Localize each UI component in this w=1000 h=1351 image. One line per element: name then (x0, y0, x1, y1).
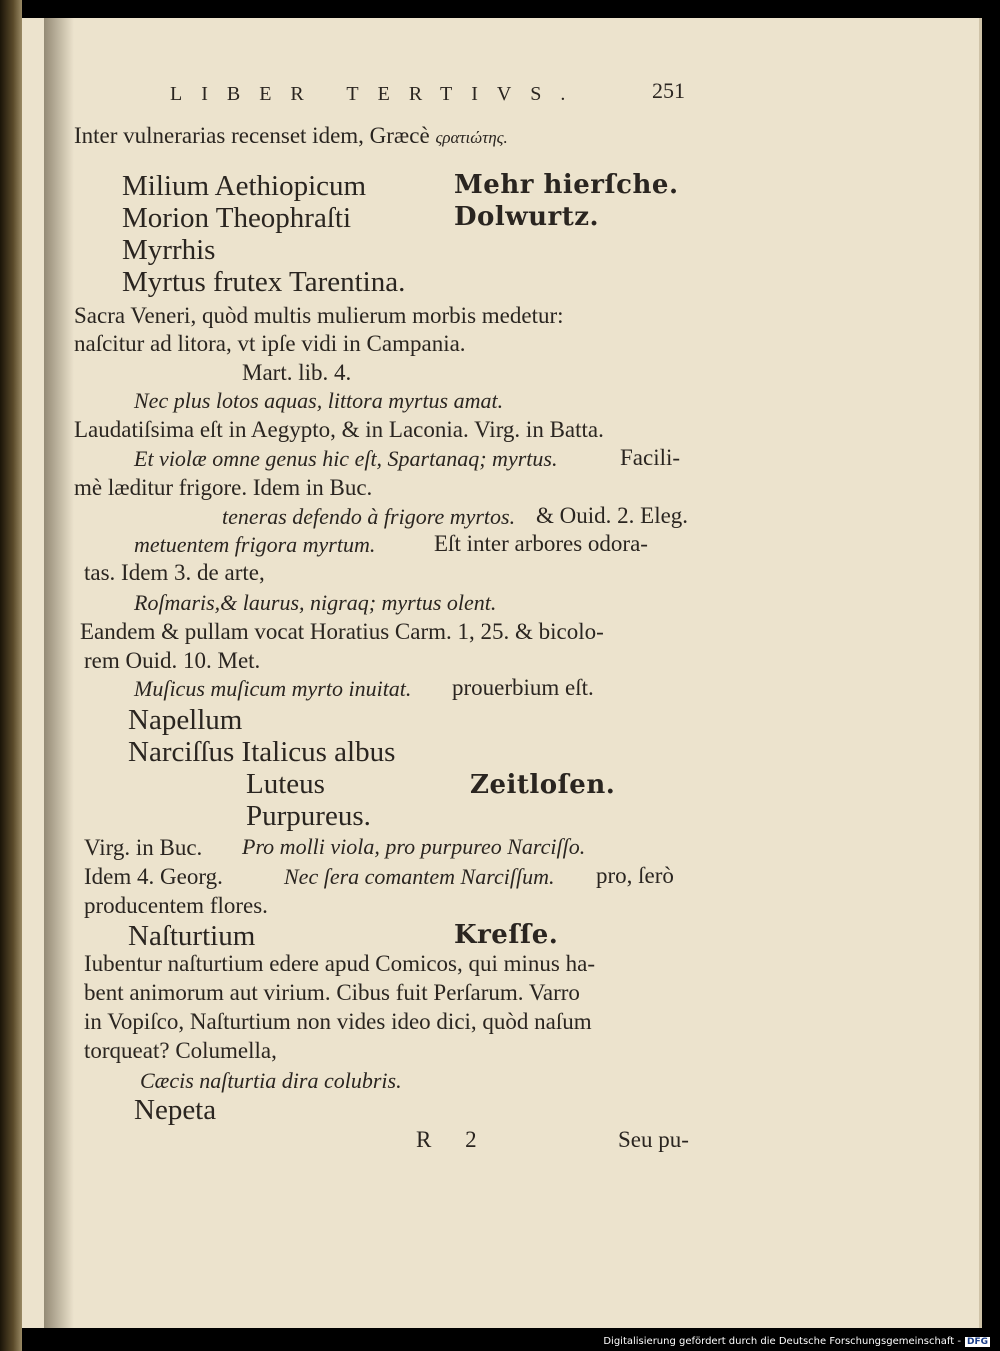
quote-line: Muſicus muſicum myrto inuitat. (134, 676, 412, 701)
book-spine-shadow (0, 0, 22, 1351)
digitization-credit (603, 1336, 990, 1347)
quote-line: Nec plus lotos aquas, littora myrtus amat. (134, 388, 504, 413)
quote-line: Cæcis naſturtia dira colubris. (140, 1068, 402, 1093)
text-line: tas. Idem 3. de arte, (84, 560, 265, 585)
quote-line: teneras defendo à frigore myrtos. (222, 504, 516, 529)
text-line: producentem flores. (84, 893, 268, 918)
text-line: Laudatiſsima eſt in Aegypto, & in Laconia. Virg. in Batta. (74, 417, 604, 442)
text-line: in Vopiſco, Naſturtium non vides ideo dici, quòd naſum (84, 1009, 592, 1034)
text-line: Facili- (620, 445, 681, 470)
gutter-shadow (44, 18, 74, 1328)
text-line: naſcitur ad litora, vt ipſe vidi in Campania. (74, 331, 466, 356)
signature-mark: R 2 (416, 1127, 491, 1152)
text-line: pro, ſerò (596, 863, 674, 888)
quote-line: metuentem frigora myrtum. (134, 532, 376, 557)
text-line: Sacra Veneri, quòd multis mulierum morbis medetur: (74, 303, 564, 328)
german-name: Kreſſe. (454, 920, 559, 950)
line-text: Inter vulnerarias recenset idem, Græcè (74, 123, 430, 148)
text-line: & Ouid. 2. Eleg. (536, 503, 689, 528)
plant-entry: Luteus (246, 768, 325, 800)
text-line: torqueat? Columella, (84, 1038, 277, 1063)
plant-entry: Myrrhis (122, 234, 216, 266)
catchword: Seu pu- (618, 1127, 689, 1152)
text-line: Eandem & pullam vocat Horatius Carm. 1, 25. & bicolo- (80, 619, 604, 644)
plant-entry: Narciſſus Italicus albus (128, 736, 396, 768)
quote-line: Pro molli viola, pro purpureo Narciſſo. (242, 834, 586, 859)
text-line: Virg. in Buc. (84, 835, 203, 860)
running-head: LIBER TERTIVS. (170, 83, 585, 105)
plant-entry: Morion Theophraſti (122, 202, 352, 234)
quote-line: Et violæ omne genus hic eſt, Spartanaq; myrtus. (134, 446, 558, 471)
book-page (22, 18, 982, 1328)
text-line (74, 124, 508, 147)
quote-line: Nec ſera comantem Narciſſum. (284, 864, 555, 889)
plant-entry: Myrtus frutex Tarentina. (122, 266, 406, 298)
greek-word: ςρατιώτης. (435, 128, 508, 147)
plant-entry: Milium Aethiopicum (122, 170, 367, 202)
german-name: Mehr hierſche. (454, 170, 679, 200)
text-line: bent animorum aut virium. Cibus fuit Perſarum. Varro (84, 980, 580, 1005)
plant-entry: Napellum (128, 704, 243, 736)
text-line: Iubentur naſturtium edere apud Comicos, qui minus ha- (84, 951, 595, 976)
text-line: Eſt inter arbores odora- (434, 531, 648, 556)
page-number: 251 (652, 78, 685, 103)
text-line: prouerbium eſt. (452, 675, 594, 700)
german-name: Zeitloſen. (470, 770, 616, 800)
text-line: rem Ouid. 10. Met. (84, 648, 261, 673)
text-line: mè læditur frigore. Idem in Buc. (74, 475, 373, 500)
citation: Mart. lib. 4. (242, 360, 352, 385)
credit-text: Digitalisierung gefördert durch die Deutsche Forschungsgemeinschaft - (603, 1336, 961, 1347)
text-line: Idem 4. Georg. (84, 864, 223, 889)
plant-entry: Nepeta (134, 1094, 217, 1126)
dfg-logo: DFG (966, 1336, 988, 1347)
plant-entry: Purpureus. (246, 800, 371, 832)
quote-line: Roſmaris,& laurus, nigraq; myrtus olent. (134, 590, 497, 615)
plant-entry: Naſturtium (128, 920, 256, 952)
german-name: Dolwurtz. (454, 202, 600, 232)
